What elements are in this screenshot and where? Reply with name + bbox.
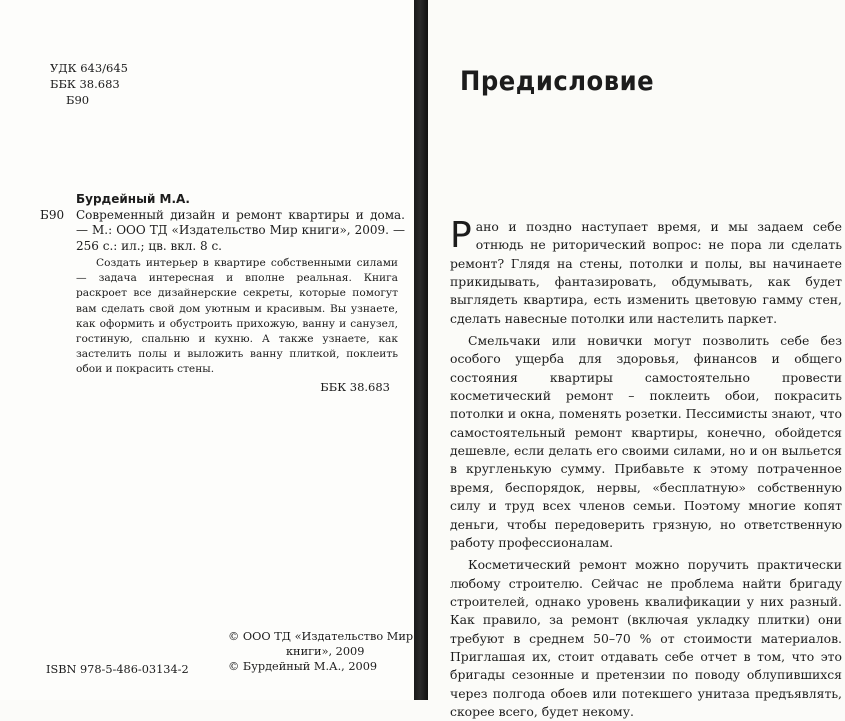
paragraph-3: Косметический ремонт можно поручить практически любому строителю. Сейчас не проблема найти бригаду строителей, однако уровень квалификации у них разный. Как правило, за ремонт (включая укладку плитки) они требуют в среднем 50–70 % от стоимости материалов. Приглашая их, стоит отдавать себе отчет в том, что это бригады сезонные и претензии по поводу облупившихся через полгода обоев или потекшего унитаза предъявлять, скорее всего, будет некому.	[450, 557, 842, 719]
udk-code: УДК 643/645	[50, 61, 128, 75]
biblio-description: Современный дизайн и ремонт квартиры и дома. — М.: ООО ТД «Издательство Мир книги», 2009. — 256 с.: ил.; цв. вкл. 8 с.	[76, 207, 405, 253]
classification-codes	[50, 60, 128, 108]
left-page	[0, 0, 414, 700]
copyright-author: © Бурдейный М.А., 2009	[228, 660, 378, 673]
preface-text	[450, 215, 842, 721]
book-abstract: Создать интерьер в квартире собственными силами — задача интересная и вполне реальная. Книга раскроет все дизайнерские секреты, которые помогут вам сделать свой дом уютным и красивым. Вы узнаете, как оформить и обустроить прихожую, ванну и санузел, гостиную, спальню и кухню. А также узнаете, как застелить полы и выложить ванну плиткой, поклеить обои и покрасить стены.	[76, 257, 398, 376]
copyright-publisher: © ООО ТД «Издательство Мир	[228, 630, 414, 643]
paragraph-1: Рано и поздно наступает время, и мы задаем себе отнюдь не риторический вопрос: не пора ли сделать ремонт? Глядя на стены, потолки и полы, вы начинаете прикидывать, фантазировать, обдумывать, как будет выглядеть квартира, есть изменить цветовую гамму стен, сделать навесные потолки или настелить паркет.	[450, 215, 842, 326]
chapter-title: Предисловие	[460, 66, 655, 97]
isbn: ISBN 978-5-486-03134-2	[46, 663, 189, 676]
right-page	[428, 0, 845, 719]
copyright-publisher-cont: книги», 2009	[286, 645, 365, 658]
drop-cap: Р	[450, 215, 472, 256]
biblio-mark: Б90	[40, 207, 65, 222]
bbk-footer-code: ББК 38.683	[320, 380, 390, 394]
copyright-block	[228, 629, 413, 674]
paragraph-2: Смельчаки или новички могут позволить себе без особого ущерба для здоровья, финансов и общего состояния квартиры самостоятельно провести косметический ремонт – поклеить обои, покрасить потолки и окна, поменять розетки. Пессимисты знают, что самостоятельный ремонт квартиры, конечно, обойдется дешевле, если делать его своими силами, но и он выльется в кругленькую сумму. Прибавьте к этому потраченное время, беспорядок, нервы, «бесплатную» собственную силу и труд всех членов семьи. Поэтому многие копят деньги, чтобы передоверить грязную, но ответственную работу профессионалам.	[450, 333, 842, 550]
bibliographic-record	[40, 192, 405, 254]
author-name: Бурдейный М.А.	[76, 192, 190, 206]
bbk-code: ББК 38.683	[50, 77, 120, 91]
author-mark: Б90	[66, 93, 90, 107]
book-spine	[414, 0, 428, 700]
